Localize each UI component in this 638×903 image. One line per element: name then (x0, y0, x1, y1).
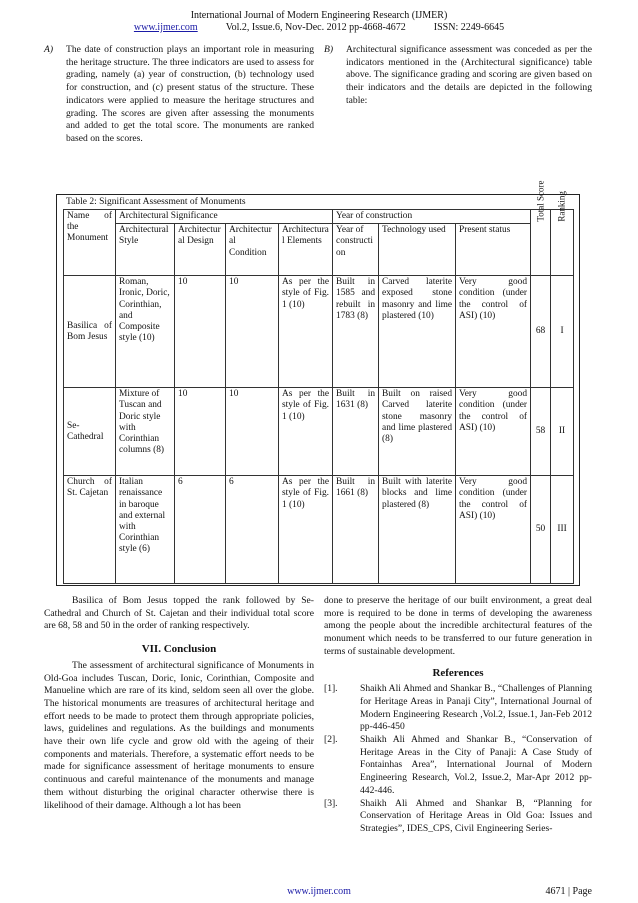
conclusion-paragraph: The assessment of architectural significance of Monuments in Old-Goa includes Tuscan, Doric, Ionic, Corinthian, Composite and Manueline which are rare of its kind, seldom seen all over the globe. The historical monuments are treasures of architectural heritage and effort needs to be made to protect them through appropriate policies, laws, guidelines and regulations. As the buildings and monuments have their own life cycle and grow old with the ageing of their components and materials. Therefore, a systematic effort needs to be made for significance assessment of heritage monuments to ensure continuous and careful maintenance of the monuments and manage them without disturbing the original character otherwise there is likelihood of their damage. Although a lot has been (44, 659, 314, 811)
reference-text: Shaikh Ali Ahmed and Shankar B., “Conservation of Heritage Areas in the City of Panaji: A Case Study of Fontainhas Area”, International Journal of Modern Engineering Research, Vol.2, Issue.2, Mar-Apr 2012 pp-442-446. (360, 734, 592, 796)
cell-design: 10 (175, 276, 226, 388)
reference-item (324, 734, 592, 798)
reference-item (324, 683, 592, 734)
section-b-label: B) (324, 44, 334, 55)
cell-year: Built in 1661 (8) (333, 476, 379, 584)
table-caption: Table 2: Significant Assessment of Monuments (66, 197, 246, 207)
header-design: Architectural Design (175, 224, 226, 276)
total-score-label: Total Score (534, 180, 545, 222)
cell-condition: 6 (226, 476, 279, 584)
right-bottom-column (324, 595, 592, 836)
cell-rank: III (551, 476, 574, 584)
cell-design: 10 (175, 388, 226, 476)
ranking-summary-paragraph: Basilica of Bom Jesus topped the rank followed by Se-Cathedral and Church of St. Cajetan and their individual total score are 68, 58 and 50 in the order of ranking respectively. (44, 595, 314, 632)
table-frame (56, 180, 580, 586)
cell-year: Built in 1631 (8) (333, 388, 379, 476)
section-b-text: Architectural significance assessment was conceded as per the indicators mentioned in the (Architectural significance) table above. The significance grading and scoring are given based on their indicators and the details are depicted in the following table: (346, 44, 592, 106)
cell-elements: As per the style of Fig. 1 (10) (279, 276, 333, 388)
cell-monument: Basilica of Bom Jesus (64, 276, 116, 388)
left-bottom-column (44, 595, 314, 812)
cell-total: 58 (531, 388, 551, 476)
cell-style: Mixture of Tuscan and Doric style with Corinthian columns (8) (116, 388, 175, 476)
header-monument-name: Name of the Monument (64, 210, 116, 276)
page-header (0, 10, 638, 34)
header-condition: Architectural Condition (226, 224, 279, 276)
cell-monument: Church of St. Cajetan (64, 476, 116, 584)
header-total-score (531, 180, 551, 276)
header-ranking (551, 191, 574, 276)
header-style: Architectural Style (116, 224, 175, 276)
cell-elements: As per the style of Fig. 1 (10) (279, 476, 333, 584)
reference-text: Shaikh Ali Ahmed and Shankar B, “Planning for Conservation of Heritage Areas in Old Goa: Issues and Strategies”, IDES_CPS, Civil Engineering Series- (360, 797, 592, 834)
cell-status: Very good condition (under the control of ASI) (10) (456, 276, 531, 388)
ranking-label: Ranking (556, 191, 567, 222)
continuation-paragraph: done to preserve the heritage of our built environment, a great deal more is required to be done in terms of developing the awareness among the people about the incredible architectural features of the monument which needs to be transferred to our future generation in terms of sustainable development. (324, 595, 592, 657)
table-row (64, 476, 574, 584)
section-b (324, 44, 592, 108)
header-architectural-significance: Architectural Significance (116, 210, 333, 224)
table-row (64, 276, 574, 388)
reference-number: [1]. (324, 683, 338, 695)
reference-number: [2]. (324, 734, 338, 746)
section-a-text: The date of construction plays an important role in measuring the heritage structure. The three indicators are used to assess for grading, namely (a) year of construction, (b) technology used for construction, and (c) present status of the structure. These indicators were applied to measure the heritage structures and grading. The scores are given after assessing the monuments and added to get the total score. The monuments are ranked based on the scores. (66, 44, 314, 144)
cell-elements: As per the style of Fig. 1 (10) (279, 388, 333, 476)
cell-style: Roman, Ironic, Doric, Corinthian, and Composite style (10) (116, 276, 175, 388)
issn-info: ISSN: 2249-6645 (433, 22, 505, 33)
section-a-label: A) (44, 44, 54, 55)
cell-condition: 10 (226, 388, 279, 476)
page-number: 4671 | Page (545, 886, 592, 897)
cell-monument: Se-Cathedral (64, 388, 116, 476)
cell-total: 68 (531, 276, 551, 388)
cell-rank: I (551, 276, 574, 388)
header-status: Present status (456, 224, 531, 276)
references-heading: References (432, 666, 484, 679)
cell-status: Very good condition (under the control of ASI) (10) (456, 476, 531, 584)
reference-number: [3]. (324, 797, 338, 809)
journal-website-link[interactable]: www.ijmer.com (133, 22, 198, 33)
journal-title: International Journal of Modern Engineering Research (IJMER) (190, 10, 448, 21)
reference-item (324, 798, 592, 836)
footer-website-link[interactable]: www.ijmer.com (287, 886, 351, 897)
reference-text: Shaikh Ali Ahmed and Shankar B., “Challenges of Planning for Heritage Areas in Panaji City”, International Journal of Modern Engineering Research ,Vol.2, Issue.1, Jan-Feb 2012 pp-446-450 (360, 683, 592, 733)
header-year: Year of construction (333, 224, 379, 276)
cell-style: Italian renaissance in baroque and external with Corinthian style (6) (116, 476, 175, 584)
cell-technology: Built on raised Carved laterite stone masonry and lime plastered (8) (379, 388, 456, 476)
cell-year: Built in 1585 and rebuilt in 1783 (8) (333, 276, 379, 388)
header-technology: Technology used (379, 224, 456, 276)
cell-technology: Carved laterite exposed stone masonry and lime plastered (10) (379, 276, 456, 388)
cell-technology: Built with laterite blocks and lime plastered (8) (379, 476, 456, 584)
cell-total: 50 (531, 476, 551, 584)
cell-condition: 10 (226, 276, 279, 388)
volume-info: Vol.2, Issue.6, Nov-Dec. 2012 pp-4668-4672 (225, 22, 406, 33)
header-elements: Architectural Elements (279, 224, 333, 276)
cell-status: Very good condition (under the control of ASI) (10) (456, 388, 531, 476)
conclusion-heading: VII. Conclusion (141, 643, 217, 656)
cell-rank: II (551, 388, 574, 476)
header-year-group: Year of construction (333, 210, 531, 224)
section-a (44, 44, 314, 146)
cell-design: 6 (175, 476, 226, 584)
table-row (64, 388, 574, 476)
